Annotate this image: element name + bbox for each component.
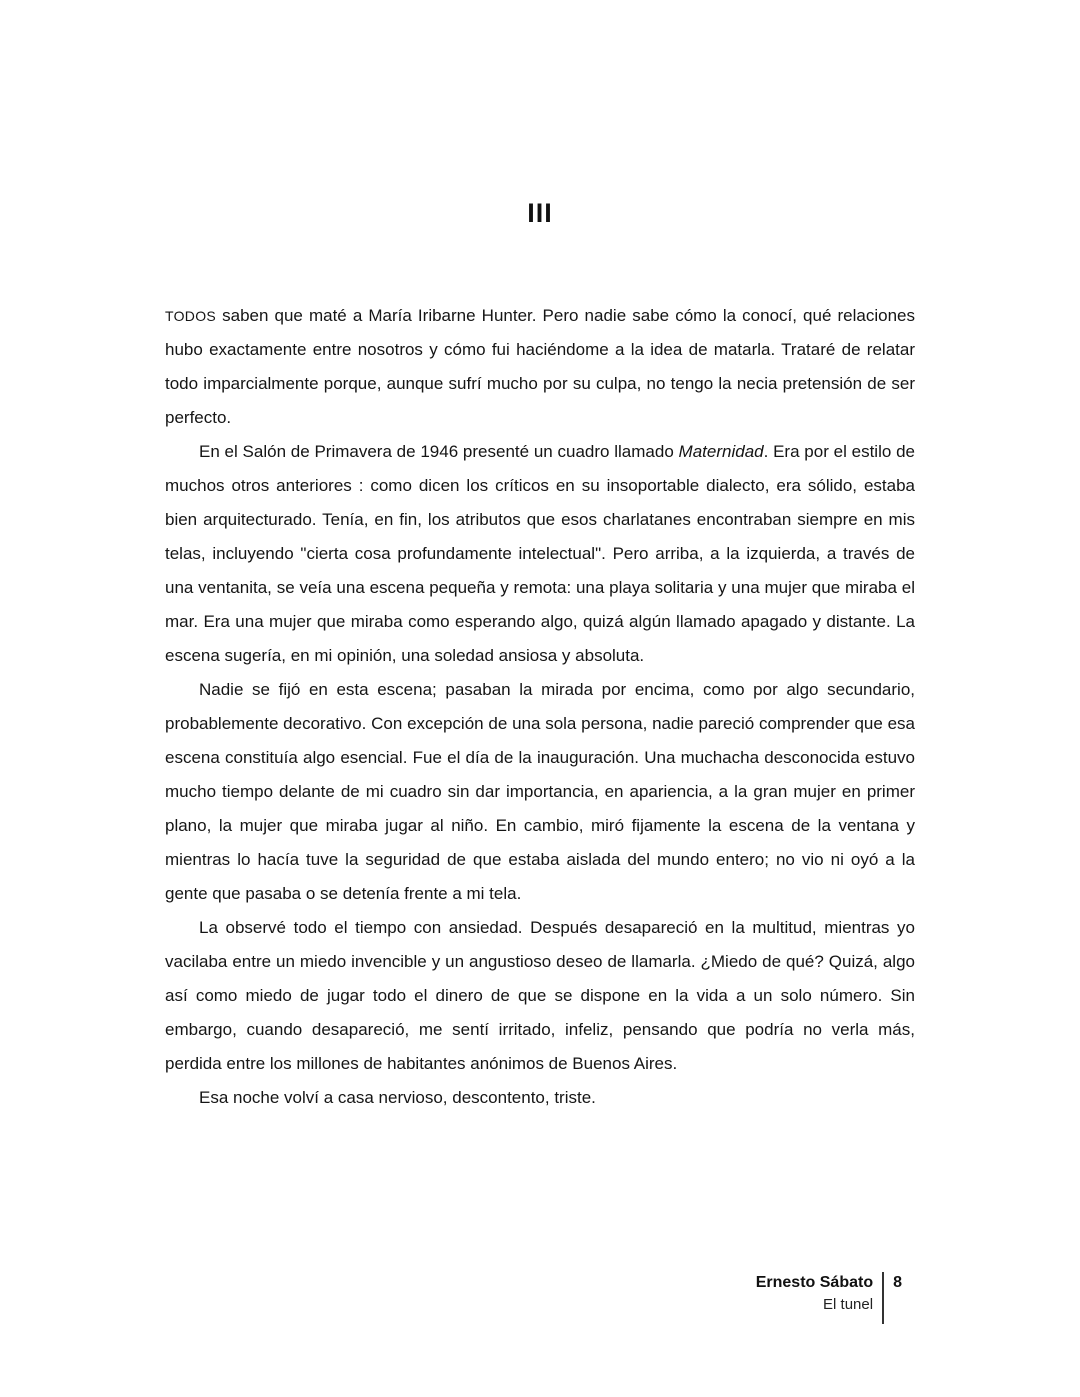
- text-segment: . Era por el estilo de muchos otros anteriores : como dicen los críticos en su insoportable dialecto, era sólido, estaba bien arquitecturado. Tenía, en fin, los atributos que esos charlatanes encontraban siempre en mis telas, incluyendo "cierta cosa profundamente intelectual". Pero arriba, a la izquierda, a través de una ventanita, se veía una escena pequeña y remota: una playa solitaria y una mujer que miraba el mar. Era una mujer que miraba como esperando algo, quizá algún llamado apagado y distante. La escena sugería, en mi opinión, una soledad ansiosa y absoluta.: [165, 442, 915, 665]
- text-segment: Maternidad: [678, 442, 764, 461]
- footer-page-number: 8: [893, 1274, 902, 1291]
- footer-author: Ernesto Sábato: [755, 1274, 874, 1291]
- paragraph: [165, 911, 915, 1081]
- footer-book-title: El tunel: [823, 1296, 874, 1313]
- text-segment: saben que maté a María Iribarne Hunter. Pero nadie sabe cómo la conocí, qué relaciones hubo exactamente entre nosotros y cómo fui haciéndome a la idea de matarla. Trataré de relatar todo imparcialmente porque, aunque sufrí mucho por su culpa, no tengo la necia pretensión de ser perfecto.: [165, 306, 915, 427]
- paragraph: [165, 435, 915, 673]
- text-segment: En el Salón de Primavera de 1946 presenté un cuadro llamado: [199, 442, 679, 461]
- body-text: [165, 299, 915, 1115]
- footer-text-block: [756, 1272, 882, 1316]
- text-segment: Nadie se fijó en esta escena; pasaban la mirada por encima, como por algo secundario, probablemente decorativo. Con excepción de una sola persona, nadie pareció comprender que esa escena constituía algo esencial. Fue el día de la inauguración. Una muchacha desconocida estuvo mucho tiempo delante de mi cuadro sin dar importancia, en apariencia, a la gran mujer en primer plano, la mujer que miraba jugar al niño. En cambio, miró fijamente la escena de la ventana y mientras lo hacía tuve la seguridad de que estaba aislada del mundo entero; no vio ni oyó a la gente que pasaba o se detenía frente a mi tela.: [165, 680, 915, 903]
- text-segment: TODOS: [165, 308, 217, 324]
- page-footer: [756, 1272, 902, 1324]
- paragraph: [165, 1081, 915, 1115]
- text-segment: Esa noche volví a casa nervioso, descontento, triste.: [199, 1088, 596, 1107]
- paragraph: [165, 673, 915, 911]
- chapter-heading: III: [527, 198, 553, 228]
- text-segment: La observé todo el tiempo con ansiedad. Después desapareció en la multitud, mientras yo vacilaba entre un miedo invencible y un angustioso deseo de llamarla. ¿Miedo de qué? Quizá, algo así como miedo de jugar todo el dinero de que se dispone en la vida a un solo número. Sin embargo, cuando desapareció, me sentí irritado, infeliz, pensando que podría no verla más, perdida entre los millones de habitantes anónimos de Buenos Aires.: [165, 918, 915, 1073]
- paragraph: [165, 299, 915, 435]
